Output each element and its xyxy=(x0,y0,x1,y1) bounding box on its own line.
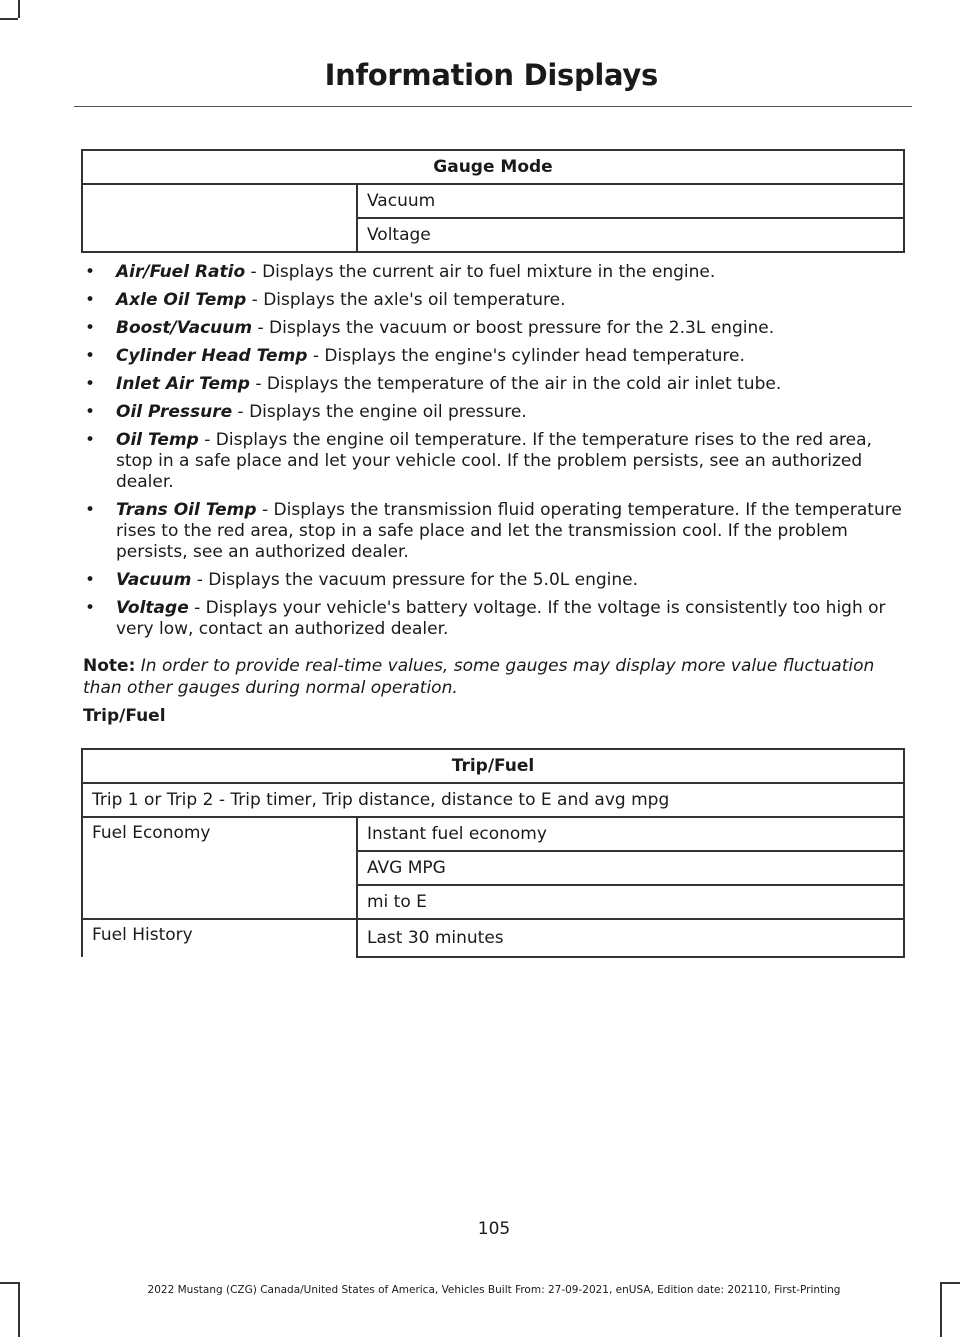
table-cell: AVG MPG xyxy=(357,851,904,885)
list-item-term: Cylinder Head Temp xyxy=(116,346,308,366)
list-item-term: Inlet Air Temp xyxy=(116,374,250,394)
table-header-row xyxy=(82,150,904,184)
note-text: In order to provide real-time values, some gauges may display more value fluctuation than other gauges during normal operation. xyxy=(83,656,875,698)
list-item xyxy=(83,570,903,591)
table-cell: Trip 1 or Trip 2 - Trip timer, Trip distance, distance to E and avg mpg xyxy=(82,783,904,817)
list-item xyxy=(83,374,903,395)
table-heading: Trip/Fuel xyxy=(82,749,904,783)
list-item xyxy=(83,500,903,563)
list-item xyxy=(83,430,903,493)
list-item-term: Vacuum xyxy=(116,570,192,590)
table-cell-empty xyxy=(82,184,357,252)
page-number: 105 xyxy=(477,1219,511,1239)
page-footer: 2022 Mustang (CZG) Canada/United States of America, Vehicles Built From: 27-09-2021, enUSA, Edition date: 202110, First-Printing xyxy=(147,1284,841,1296)
crop-mark xyxy=(18,0,20,18)
list-item-text: - Displays the temperature of the air in the cold air inlet tube. xyxy=(249,374,782,394)
list-item-text: - Displays the vacuum pressure for the 5.0L engine. xyxy=(191,570,639,590)
trip-fuel-table xyxy=(81,748,905,958)
table-cell-label: Fuel Economy xyxy=(82,817,357,919)
list-item-term: Axle Oil Temp xyxy=(116,290,247,310)
header-divider xyxy=(74,106,912,107)
list-item xyxy=(83,290,903,311)
list-item xyxy=(83,262,903,283)
crop-mark xyxy=(0,18,18,20)
table-header-row xyxy=(82,749,904,783)
list-item-text: - Displays your vehicle's battery voltage. If the voltage is consistently too high or very low, contact an authorized dealer. xyxy=(116,598,886,639)
list-item-term: Oil Pressure xyxy=(116,402,233,422)
list-item-text: - Displays the vacuum or boost pressure for the 2.3L engine. xyxy=(252,318,775,338)
list-item-term: Trans Oil Temp xyxy=(116,500,257,520)
note-paragraph xyxy=(83,655,909,699)
list-item-term: Voltage xyxy=(116,598,189,618)
table-cell-label: Fuel History xyxy=(82,919,357,957)
list-item xyxy=(83,598,903,640)
list-item xyxy=(83,402,903,423)
list-item xyxy=(83,318,903,339)
list-item xyxy=(83,346,903,367)
table-heading: Gauge Mode xyxy=(82,150,904,184)
table-row xyxy=(82,783,904,817)
list-item-text: - Displays the engine oil pressure. xyxy=(232,402,527,422)
table-row xyxy=(82,919,904,957)
gauge-mode-table xyxy=(81,149,905,253)
list-item-term: Oil Temp xyxy=(116,430,199,450)
list-item-term: Boost/Vacuum xyxy=(116,318,253,338)
list-item-text: - Displays the engine's cylinder head temperature. xyxy=(307,346,745,366)
note-label: Note: xyxy=(83,656,136,676)
table-cell: Last 30 minutes xyxy=(357,919,904,957)
list-item-text: - Displays the current air to fuel mixture in the engine. xyxy=(245,262,716,282)
table-cell: Voltage xyxy=(357,218,904,252)
table-cell: mi to E xyxy=(357,885,904,919)
table-cell: Instant fuel economy xyxy=(357,817,904,851)
page-title: Information Displays xyxy=(324,58,658,92)
list-item-term: Air/Fuel Ratio xyxy=(116,262,246,282)
list-item-text: - Displays the transmission fluid operating temperature. If the temperature rises to the red area, stop in a safe place and let the transmission cool. If the problem persists, see an authorized dealer. xyxy=(116,500,902,562)
table-row xyxy=(82,817,904,851)
table-row xyxy=(82,184,904,218)
gauge-description-list xyxy=(83,262,903,647)
table-cell: Vacuum xyxy=(357,184,904,218)
list-item-text: - Displays the engine oil temperature. If the temperature rises to the red area, stop in a safe place and let your vehicle cool. If the problem persists, see an authorized dealer. xyxy=(116,430,872,492)
list-item-text: - Displays the axle's oil temperature. xyxy=(246,290,566,310)
section-heading: Trip/Fuel xyxy=(83,706,166,726)
